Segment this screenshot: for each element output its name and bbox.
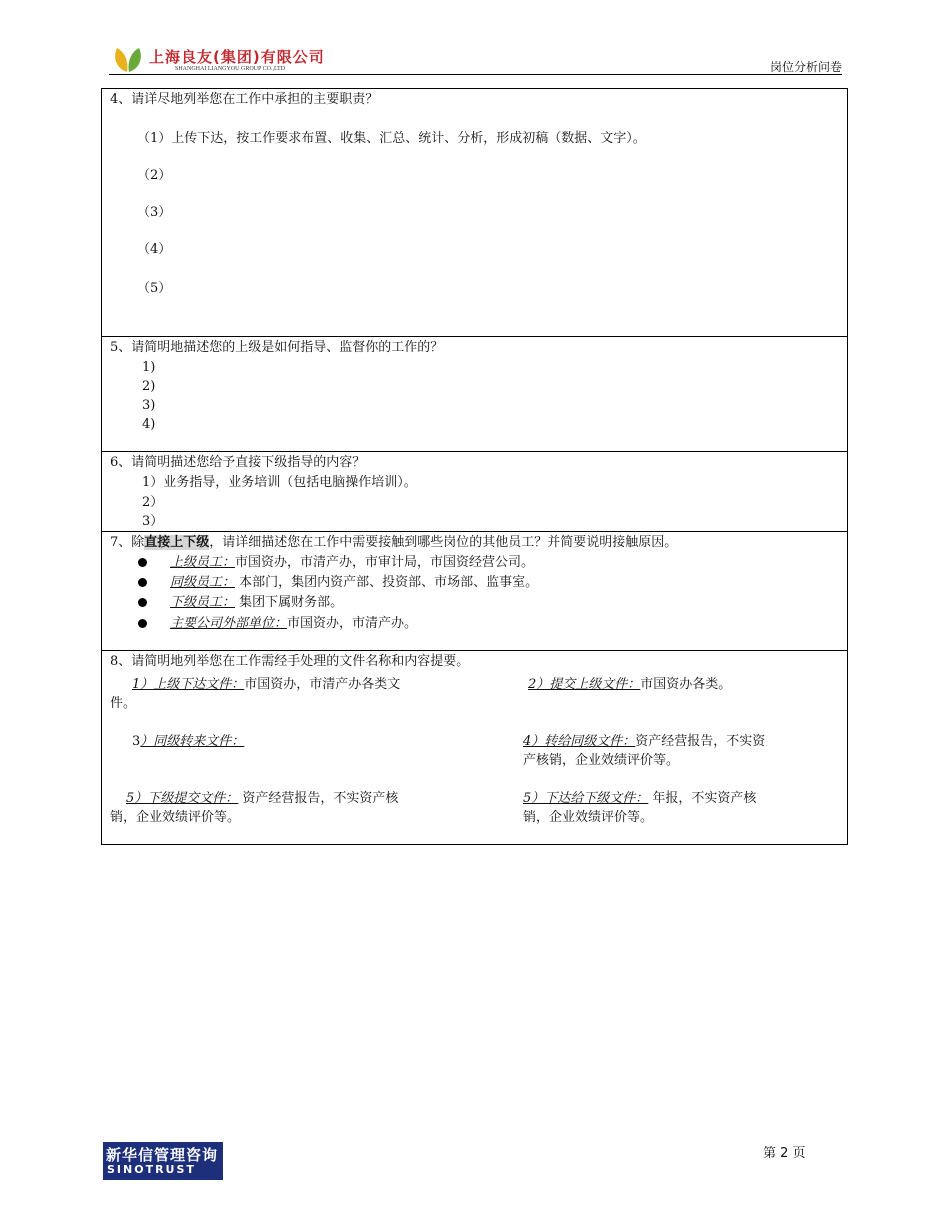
list-item: （1）上传下达，按工作要求布置、收集、汇总、统计、分析，形成初稿（数据、文字）。 <box>137 131 646 146</box>
contact-label: 下级员工： <box>170 595 236 610</box>
file-item-1 <box>132 675 400 694</box>
file-item-4-cont: 产核销，企业效绩评价等。 <box>523 753 680 768</box>
question-6-section <box>102 452 847 532</box>
title-suffix: ，请详细描述您在工作中需要接触到哪些岗位的其他员工？并简要说明接触原因。 <box>209 535 678 550</box>
contact-item <box>170 593 343 612</box>
page-number: 第 2 页 <box>763 1146 806 1161</box>
question-5-title: 5、请简明地描述您的上级是如何指导、监督你的工作的？ <box>110 340 444 355</box>
list-item: 3） <box>142 514 164 529</box>
question-8-title: 8、请简明地列举您在工作需经手处理的文件名称和内容提要。 <box>110 654 470 669</box>
question-7-title <box>110 533 677 552</box>
list-item: 3) <box>142 398 156 413</box>
file-label: 4）转给同级文件： <box>523 734 636 749</box>
questionnaire-table <box>101 88 848 845</box>
contact-item <box>170 573 538 592</box>
file-text: 资产经营报告，不实资产核 <box>238 791 399 806</box>
question-4-section <box>102 89 847 337</box>
file-text: 市国资办，市清产办各类文 <box>244 677 401 692</box>
file-item-6-cont: 销，企业效绩评价等。 <box>523 810 654 825</box>
list-item: （4） <box>137 242 172 257</box>
question-6-title: 6、请简明描述您给予直接下级指导的内容？ <box>110 455 366 470</box>
file-label: 2）提交上级文件： <box>528 677 641 692</box>
bullet-icon <box>138 598 147 607</box>
list-item: （5） <box>137 281 172 296</box>
bullet-icon <box>138 578 147 587</box>
file-text: 市国资办各类。 <box>640 677 732 692</box>
file-label: 5）下达给下级文件： <box>523 791 649 806</box>
contact-text: 集团下属财务部。 <box>235 595 344 610</box>
list-item: 1）业务指导，业务培训（包括电脑操作培训）。 <box>142 475 417 490</box>
list-item: 1) <box>142 360 156 375</box>
question-5-section <box>102 337 847 452</box>
leaf-logo-icon <box>113 46 145 74</box>
list-item: 2） <box>142 495 164 510</box>
file-item-2 <box>528 675 731 694</box>
contact-item <box>170 553 534 572</box>
bullet-icon <box>138 619 147 628</box>
consultancy-name-cn: 新华信管理咨询 <box>106 1146 219 1164</box>
file-item-5-cont: 销，企业效绩评价等。 <box>110 810 241 825</box>
question-4-title: 4、请详尽地列举您在工作中承担的主要职责？ <box>110 92 379 107</box>
file-number: 3 <box>132 734 141 749</box>
list-item: （2） <box>137 168 172 183</box>
question-8-section <box>102 651 847 844</box>
header-divider <box>109 74 842 75</box>
company-name-en: SHANGHAI LIANGYOU GROUP CO.,LTD <box>175 66 286 72</box>
company-logo <box>113 46 348 76</box>
list-item: （3） <box>137 205 172 220</box>
file-item-4 <box>523 732 765 751</box>
file-label: 1）上级下达文件： <box>132 677 245 692</box>
list-item: 4) <box>142 417 156 432</box>
file-label: ）同级转来文件： <box>140 734 245 749</box>
contact-text: 本部门，集团内资产部、投资部、市场部、监事室。 <box>235 575 539 590</box>
contact-item <box>170 614 417 633</box>
document-title: 岗位分析问卷 <box>769 60 842 74</box>
contact-label: 上级员工： <box>170 555 236 570</box>
contact-text: 市国资办，市清产办，市审计局，市国资经营公司。 <box>235 555 535 570</box>
bullet-icon <box>138 558 147 567</box>
file-label: 5）下级提交文件： <box>126 791 239 806</box>
list-item: 2) <box>142 379 156 394</box>
consultancy-name-en: SINOTRUST <box>107 1163 196 1176</box>
file-item-3 <box>132 732 244 751</box>
question-7-section <box>102 532 847 651</box>
highlighted-text: 直接上下级 <box>144 535 210 550</box>
title-prefix: 7、除 <box>110 535 145 550</box>
contact-label: 同级员工： <box>170 575 236 590</box>
contact-text: 市国资办，市清产办。 <box>287 616 418 631</box>
file-item-5 <box>126 789 398 808</box>
file-item-1-cont: 件。 <box>110 696 137 711</box>
file-text: 资产经营报告，不实资 <box>635 734 766 749</box>
company-name-cn: 上海良友(集团)有限公司 <box>149 48 325 66</box>
file-item-6 <box>523 789 756 808</box>
file-text: 年报，不实资产核 <box>648 791 757 806</box>
contact-label: 主要公司外部单位： <box>170 616 288 631</box>
consultancy-logo <box>103 1142 223 1180</box>
